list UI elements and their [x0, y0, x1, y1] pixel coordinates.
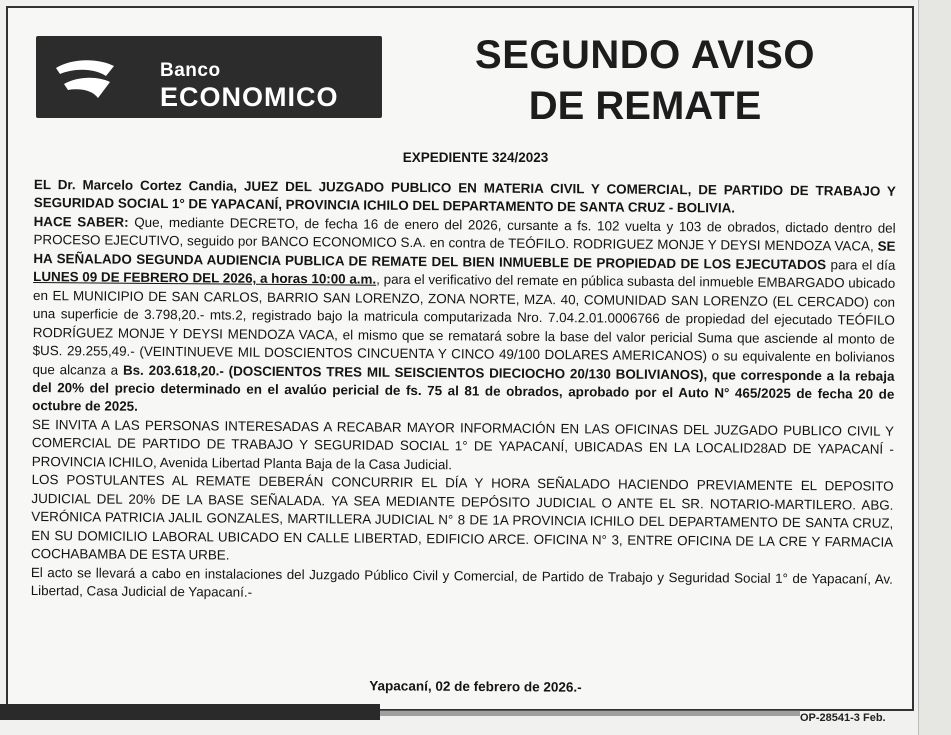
page-edge	[918, 0, 951, 735]
notice-title-line1: SEGUNDO AVISO	[475, 33, 815, 77]
scan-shadow-light	[380, 710, 800, 716]
bank-logo-icon	[54, 54, 116, 102]
auction-date: LUNES 09 DE FEBRERO DEL 2026, a horas 10:00 a.m.	[33, 269, 377, 287]
place-date: Yapacaní, 02 de febrero de 2026.-	[369, 678, 582, 695]
base-price-text: Bs. 203.618,20.- (DOSCIENTOS TRES MIL SEISCIENTOS DIECIOCHO 20/130 BOLIVIANOS), que corresponde a la rebaja del 20% del precio determinado en el avalúo pericial de fs. 75 al 81 de obrados, aprobado por el Auto N° 465/2025 de fecha 20 de octubre de 2025.	[32, 362, 895, 415]
property-description: , para el verificativo del remate en pública subasta del inmueble EMBARGADO ubicado en EL MUNICIPIO DE SAN CARLOS, BARRIO SAN LORENZO, ZONA NORTE, MZA. 40, COMUNIDAD SAN LORENZO (EL CERCADO) con una superficie de 3.798,20.- mts.2, registrado bajo la matricula computarizada Nro. 7.04.2.01.0006766 de propiedad del ejecutado TEÓFILO RODRÍGUEZ MONJE Y DEYSI MENDOZA VACA, el mismo que se rematará sobre la base del valor pericial Suma que asciende al monto de $US. 29.255,49.- (VEINTINUEVE MIL DOSCIENTOS CINCUENTA Y CINCO 49/100 DOLARES AMERICANOS) o su equivalente en bolivianos que alcanza a	[32, 271, 896, 378]
venue-paragraph: El acto se llevará a cabo en instalaciones del Juzgado Público Civil y Comercial, de Partido de Trabajo y Seguridad Social 1° de Yapacaní, Av. Libertad, Casa Judicial de Yapacaní.-	[30, 564, 893, 600]
announcement-paragraph	[32, 213, 896, 423]
hace-saber-label: HACE SABER:	[33, 213, 129, 230]
logo-text-economico: ECONOMICO	[160, 82, 339, 112]
date-intro-text: para el día	[826, 257, 896, 273]
bank-logo	[36, 36, 382, 118]
auction-announcement: SE HA SEÑALADO SEGUNDA AUDIENCIA PUBLICA DE REMATE DEL BIEN INMUEBLE DE PROPIEDAD DE LOS EJECUTADOS	[33, 238, 896, 273]
scan-shadow	[0, 704, 380, 720]
invitation-paragraph: SE INVITA A LAS PERSONAS INTERESADAS A RECABAR MAYOR INFORMACIÓN EN LAS OFICINAS DEL JUZGADO PUBLICO CIVIL Y COMERCIAL DE PARTIDO DE TRABAJO Y SEGURIDAD SOCIAL 1° DE YAPACANÍ, UBICADAS EN LA LOCALID28AD DE YAPACANÍ - PROVINCIA ICHILO, Avenida Libertad Planta Baja de la Casa Judicial.	[31, 416, 895, 473]
notice-title-line2	[405, 84, 885, 129]
judge-paragraph: EL Dr. Marcelo Cortez Candia, JUEZ DEL JUZGADO PUBLICO EN MATERIA CIVIL Y COMERCIAL, DE PARTIDO DE TRABAJO Y SEGURIDAD SOCIAL 1° DE YAPACANÍ, PROVINCIA ICHILO DEL DEPARTAMENTO DE SANTA CRUZ - BOLIVIA.	[33, 176, 896, 216]
notice-body	[31, 176, 896, 607]
logo-text-banco: Banco	[160, 60, 221, 81]
decree-text: Que, mediante DECRETO, de fecha 16 de enero del 2026, cursante a fs. 102 vuelta y 103 de obrados, dictado dentro del PROCESO EJECUTIVO, seguido por BANCO ECONOMICO S.A. en contra de TEÓFILO. RODRIGUEZ MONJE Y DEYSI MENDOZA VACA,	[33, 214, 896, 254]
title-main-word: REMATE	[595, 84, 762, 128]
case-number: EXPEDIENTE 324/2023	[402, 150, 549, 165]
bidders-paragraph: LOS POSTULANTES AL REMATE DEBERÁN CONCURRIR EL DÍA Y HORA SEÑALADO HACIENDO PREVIAMENTE EL DEPOSITO JUDICIAL DEL 20% DE LA BASE SEÑALADA. YA SEA MEDIANTE DEPÓSITO JUDICIAL O ANTE EL SR. NOTARIO-MARTILERO. ABG. VERÓNICA PATRICIA JALIL GONZALES, MARTILLERA JUDICIAL N° 8 DE 1A PROVINCIA ICHILO DEL DEPARTAMENTO DE SANTA CRUZ, EN SU DOMICILIO LABORAL UBICADO EN CALLE LIBERTAD, EDIFICIO ARCE. OFICINA N° 3, ENTRE OFICINA DE LA CRE Y FARMACIA COCHABAMBA DE ESTA URBE.	[30, 472, 894, 563]
title-prefix: DE	[528, 84, 596, 128]
publication-code: OP-28541-3 Feb.	[800, 712, 886, 724]
